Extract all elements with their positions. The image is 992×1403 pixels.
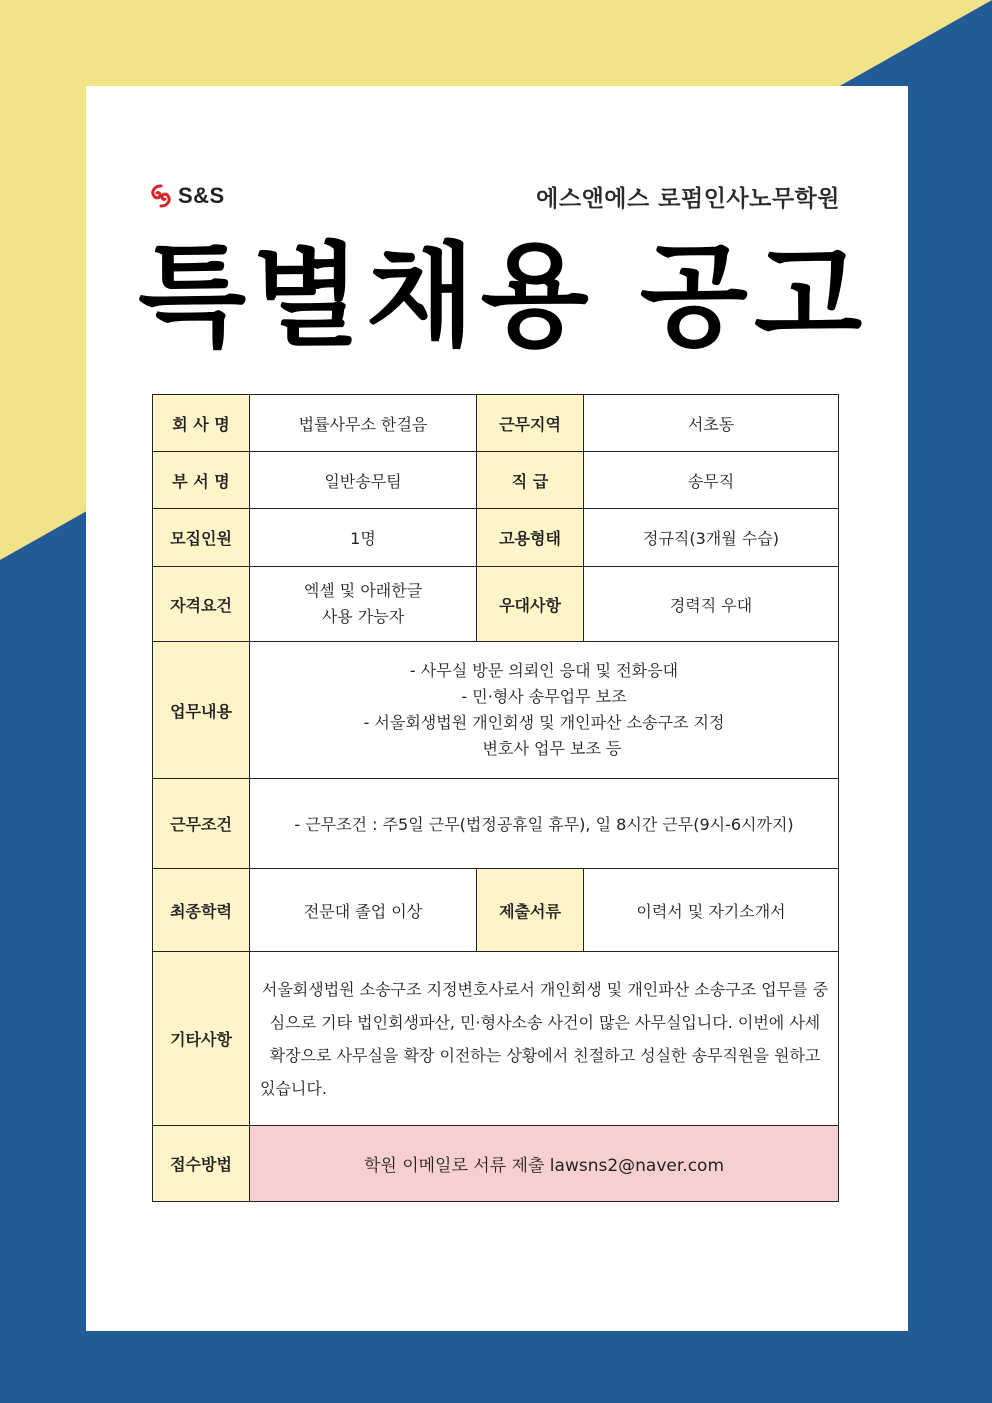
qualification-label: 자격요건 (153, 567, 250, 642)
department-label: 부 서 명 (153, 452, 250, 509)
duties-label: 업무내용 (153, 642, 250, 779)
position-value: 송무직 (584, 452, 839, 509)
table-row (153, 509, 839, 567)
duty-item: - 사무실 방문 의뢰인 응대 및 전화응대 (409, 661, 679, 680)
headcount-label: 모집인원 (153, 509, 250, 567)
table-row (153, 779, 839, 869)
company-label: 회 사 명 (153, 395, 250, 452)
table-row (153, 567, 839, 642)
preference-label: 우대사항 (477, 567, 584, 642)
misc-value: 서울회생법원 소송구조 지정변호사로서 개인회생 및 개인파산 소송구조 업무를 중심으로 기타 법인회생파산, 민·형사소송 사건이 많은 사무실입니다. 이번에 사세 확장으로 사무실을 확장 이전하는 상황에서 친절하고 성실한 송무직원을 원하고 있습니다. (250, 952, 839, 1126)
location-value: 서초동 (584, 395, 839, 452)
table-row (153, 395, 839, 452)
employment-value: 정규직(3개월 수습) (584, 509, 839, 567)
table-row (153, 642, 839, 779)
education-label: 최종학력 (153, 869, 250, 952)
company-value: 법률사무소 한걸음 (250, 395, 477, 452)
apply-label: 접수방법 (153, 1126, 250, 1202)
conditions-label: 근무조건 (153, 779, 250, 869)
misc-label: 기타사항 (153, 952, 250, 1126)
employment-label: 고용형태 (477, 509, 584, 567)
qualification-line: 엑셀 및 아래한글 (303, 581, 423, 600)
duty-item: 변호사 업무 보조 등 (482, 739, 622, 758)
position-label: 직 급 (477, 452, 584, 509)
education-value: 전문대 졸업 이상 (250, 869, 477, 952)
documents-value: 이력서 및 자기소개서 (584, 869, 839, 952)
department-value: 일반송무팀 (250, 452, 477, 509)
table-row (153, 452, 839, 509)
job-info-table (152, 394, 839, 1202)
page-title: 특별채용 공고 (138, 232, 869, 362)
table-row (153, 869, 839, 952)
logo-swirl-icon (148, 183, 174, 209)
duty-item: - 서울회생법원 개인회생 및 개인파산 소송구조 지정 (363, 713, 725, 732)
table-row (153, 952, 839, 1126)
documents-label: 제출서류 (477, 869, 584, 952)
qualification-line: 사용 가능자 (321, 607, 405, 626)
table-row (153, 1126, 839, 1202)
duty-item: - 민·형사 송무업무 보조 (461, 687, 627, 706)
qualification-value (250, 567, 477, 642)
conditions-value: - 근무조건 : 주5일 근무(법정공휴일 휴무), 일 8시간 근무(9시-6시까지) (250, 779, 839, 869)
logo-text: S&S (178, 183, 225, 208)
headcount-value: 1명 (250, 509, 477, 567)
preference-value: 경력직 우대 (584, 567, 839, 642)
academy-name: 에스앤에스 로펌인사노무학원 (536, 186, 840, 212)
brand-logo (148, 181, 225, 211)
location-label: 근무지역 (477, 395, 584, 452)
apply-value: 학원 이메일로 서류 제출 lawsns2@naver.com (250, 1126, 839, 1202)
duties-value (250, 642, 839, 779)
